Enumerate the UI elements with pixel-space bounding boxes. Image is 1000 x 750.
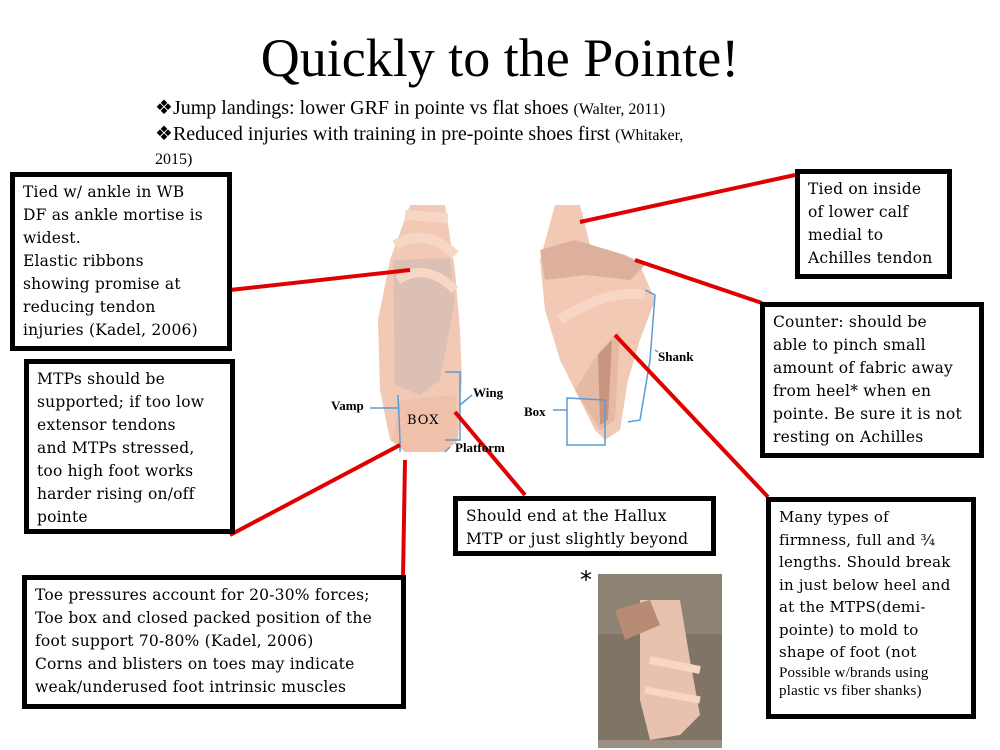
box-line: widest. [23, 229, 81, 247]
box-line: MTP or just slightly beyond [466, 530, 689, 548]
box-line: DF as ankle mortise is [23, 206, 203, 224]
box-line: of lower calf [808, 203, 909, 221]
box-line: Many types of [779, 508, 889, 526]
box-line: Toe pressures account for 20-30% forces; [35, 586, 370, 604]
label-vamp: Vamp [331, 398, 364, 413]
box-line: pointe. Be sure it is not [773, 405, 962, 423]
box-line: and MTPs stressed, [37, 439, 195, 457]
box-line: weak/underused foot intrinsic muscles [35, 678, 347, 696]
box-line: pointe) to mold to [779, 620, 919, 639]
bullet-text: Jump landings: lower GRF in pointe vs flat shoes [172, 97, 569, 119]
box-line: injuries (Kadel, 2006) [23, 321, 198, 339]
counter-box [760, 302, 984, 458]
bullet-citation: (Walter, 2011) [573, 101, 666, 118]
box-line: firmness, full and ¾ [779, 530, 936, 549]
box-line: lengths. Should break [779, 553, 951, 571]
bullet-marker-icon: ❖ [155, 123, 173, 145]
box-line: medial to [808, 226, 884, 244]
label-box-side: Box [524, 404, 546, 419]
box-line: Should end at the Hallux [466, 507, 667, 525]
box-line: shape of foot (not [779, 643, 917, 661]
box-line: supported; if too low [37, 393, 205, 411]
box-line: MTPs should be [37, 370, 166, 388]
mtp-support-box [24, 359, 235, 534]
label-platform: Platform [455, 440, 505, 455]
box-line: from heel* when en [773, 382, 932, 400]
label-shank: Shank [658, 349, 694, 364]
box-line: too high foot works [37, 462, 194, 480]
shank-firmness-box [766, 497, 976, 719]
box-line: Elastic ribbons [23, 252, 144, 270]
box-line: at the MTPS(demi- [779, 598, 926, 616]
bullet-citation: (Whitaker, [615, 127, 684, 144]
box-line: showing promise at [23, 275, 181, 293]
box-line: pointe [37, 508, 88, 526]
box-line: foot support 70-80% (Kadel, 2006) [35, 632, 314, 650]
calf-tie-box [795, 169, 952, 279]
ankle-photo [598, 574, 722, 748]
ankle-ribbon-box [10, 172, 232, 351]
label-box-inner: BOX [407, 413, 440, 428]
box-line: harder rising on/off [37, 485, 195, 503]
box-line: reducing tendon [23, 298, 156, 316]
box-line: Corns and blisters on toes may indicate [35, 655, 355, 673]
box-line: Counter: should be [773, 313, 927, 331]
hallux-box [453, 496, 716, 556]
box-line: amount of fabric away [773, 359, 953, 377]
box-line: able to pinch small [773, 336, 926, 354]
box-line: extensor tendons [37, 416, 176, 434]
box-line: Tied w/ ankle in WB [23, 183, 185, 201]
box-line: Tied on inside [808, 180, 922, 198]
bullet-text: Reduced injuries with training in pre-pointe shoes first [172, 123, 611, 145]
slide-title: Quickly to the Pointe! [260, 28, 740, 88]
bullet-marker-icon: ❖ [155, 97, 173, 119]
box-line: resting on Achilles [773, 428, 924, 446]
box-line: Toe box and closed packed position of the [35, 609, 372, 627]
bullet-citation-continued: 2015) [155, 151, 193, 168]
toe-pressure-box [22, 575, 406, 709]
box-line: in just below heel and [779, 575, 951, 594]
asterisk-marker: * [580, 566, 592, 594]
box-line: plastic vs fiber shanks) [779, 682, 922, 699]
box-line: Achilles tendon [808, 249, 933, 267]
label-wing: Wing [473, 385, 504, 400]
side-shoe-image [540, 205, 655, 440]
box-line: Possible w/brands using [779, 664, 929, 681]
